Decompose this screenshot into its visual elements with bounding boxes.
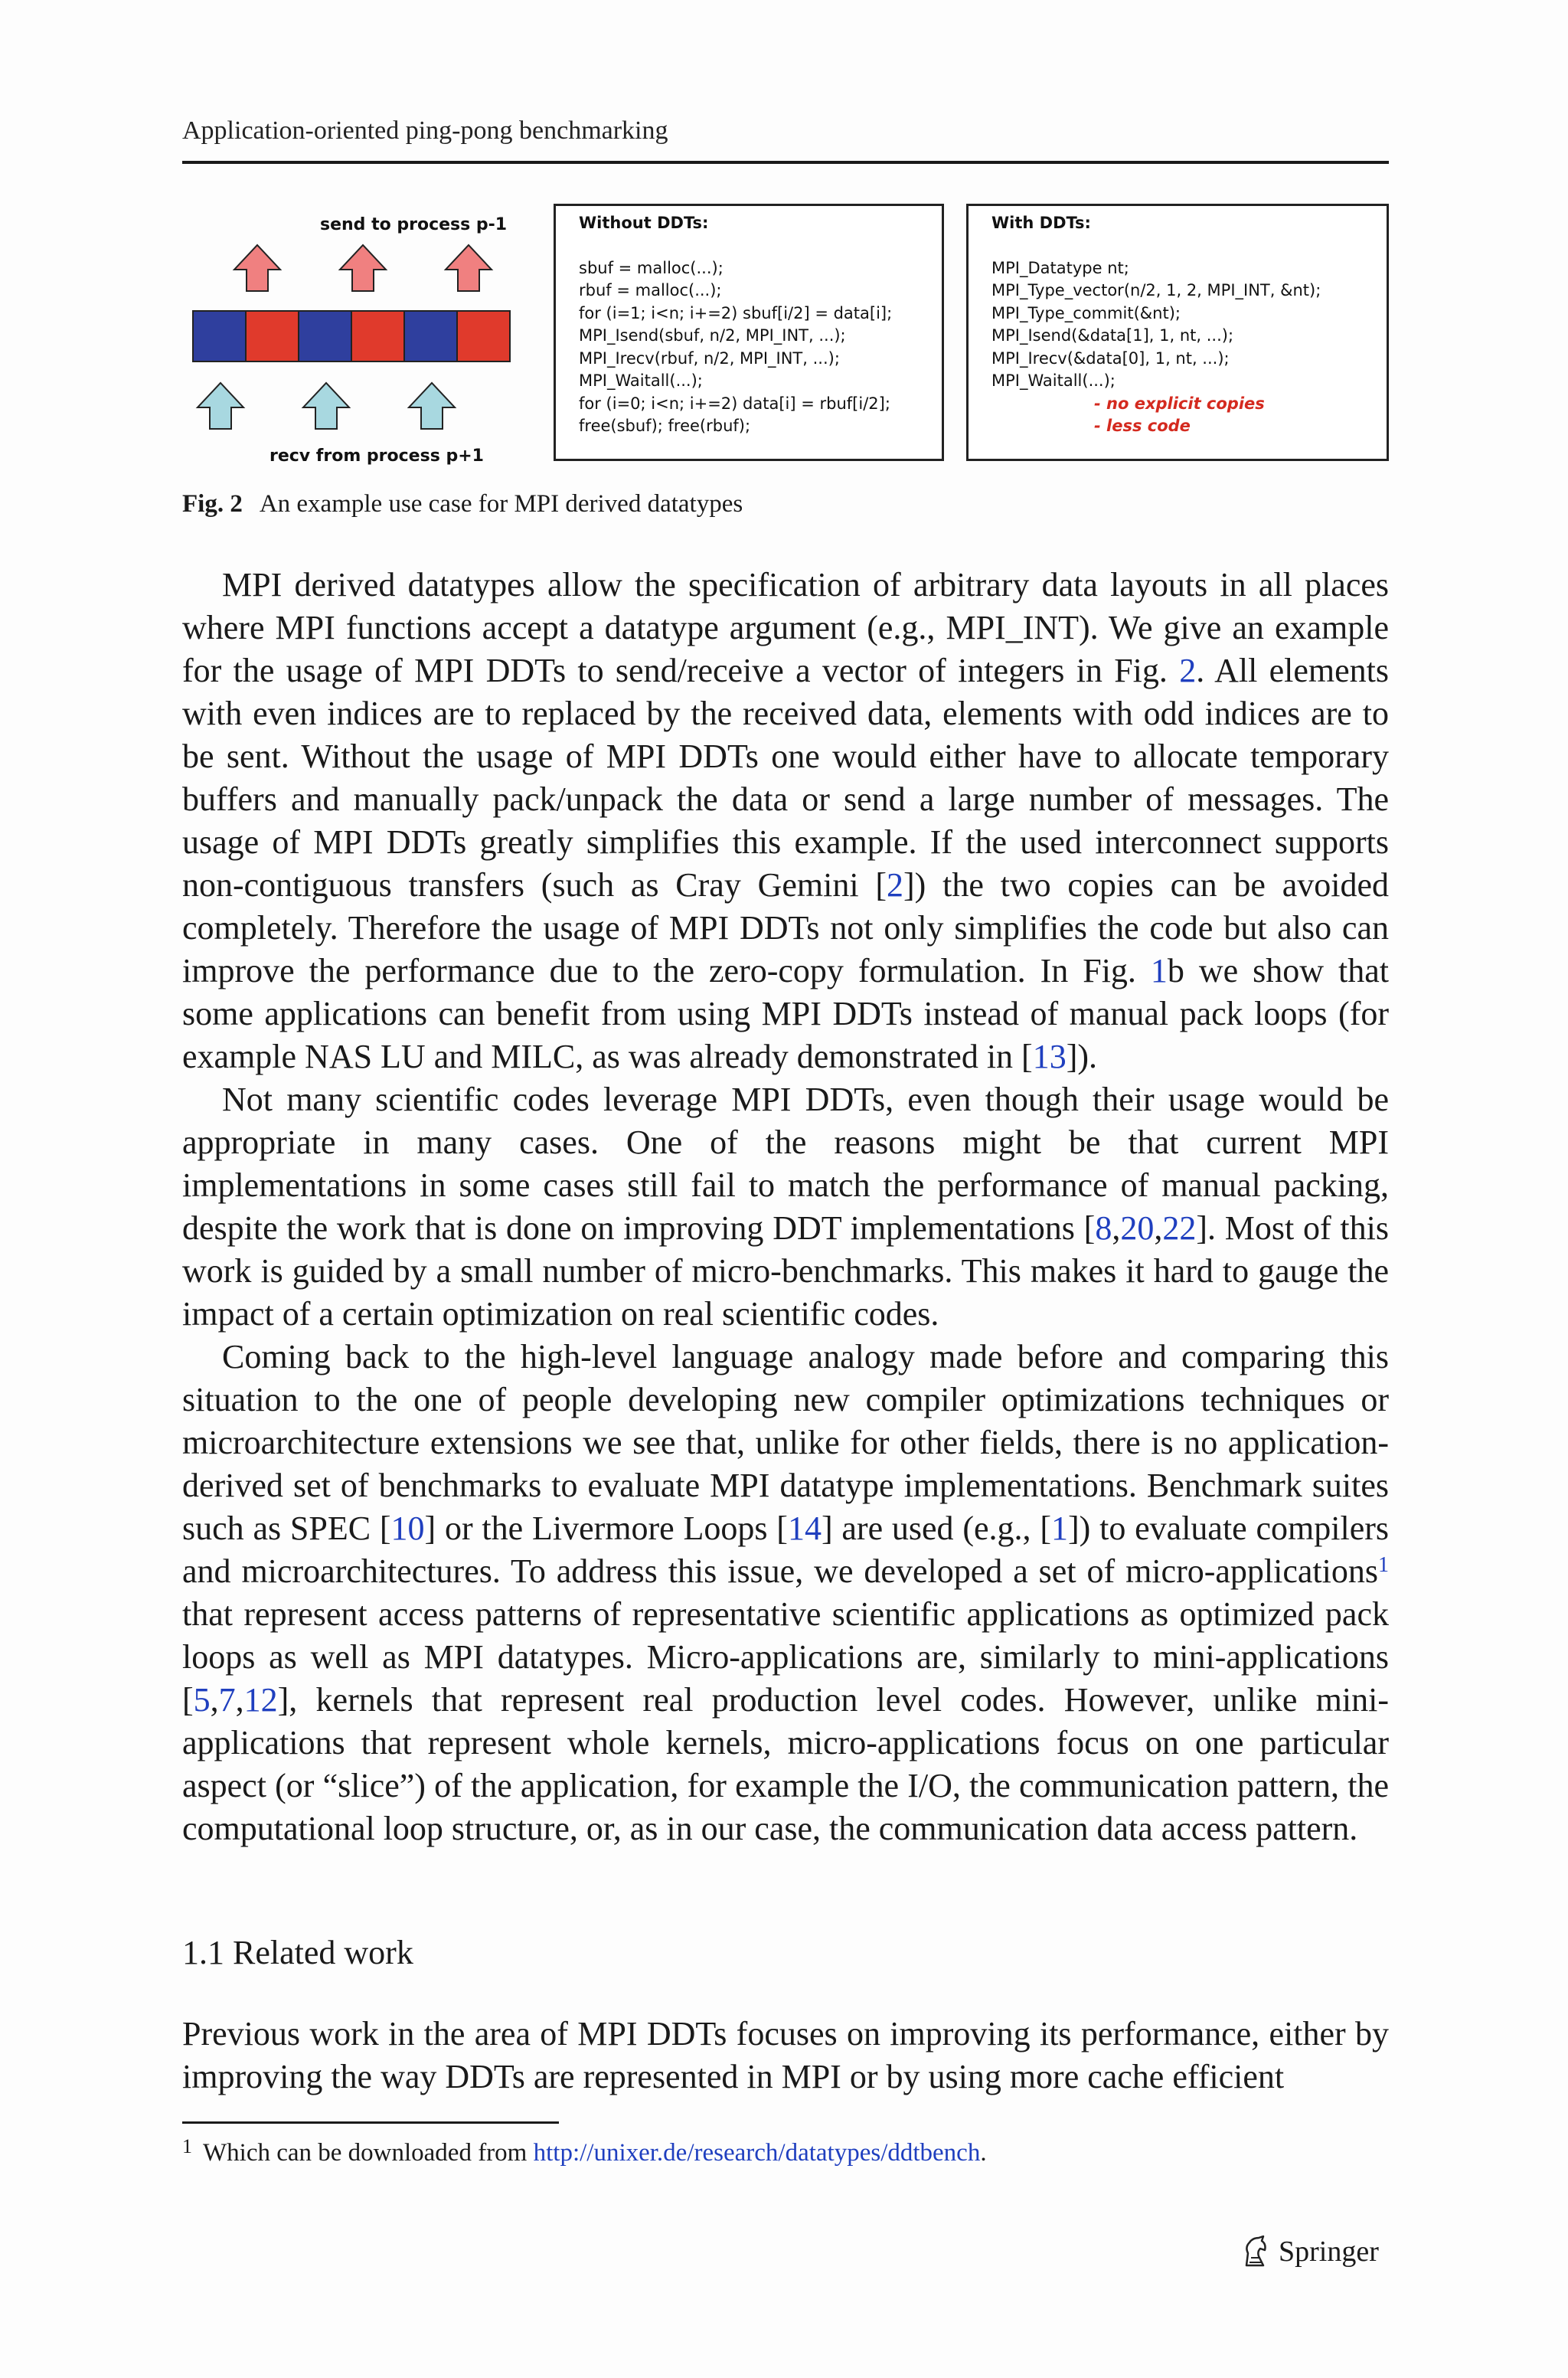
code-line: rbuf = malloc(...); [579, 281, 722, 299]
citation-link[interactable]: 7 [218, 1681, 236, 1719]
header-rule [182, 161, 1389, 164]
footnote-end: . [980, 2139, 987, 2167]
paragraph [182, 564, 1389, 1078]
text-run: , [210, 1681, 219, 1719]
text-run: MPI derived datatypes allow the specification of arbitrary data layouts in all places where MPI functions accept a datatype argument (e.g., MPI_INT). We give an example for the usage of MPI DDTs to send/receive a vector of integers in Fig. [182, 566, 1389, 689]
code-line: MPI_Datatype nt; [991, 258, 1129, 277]
text-run: b we show that some applications can benefit from using MPI DDTs instead of manual pack loops (for example NAS LU and MILC, as was already demonstrated in [ [182, 952, 1389, 1075]
publisher-logo [1240, 2235, 1379, 2268]
code-line: MPI_Isend(sbuf, n/2, MPI_INT, ...); [579, 326, 846, 345]
note-less-code: - less code [1094, 417, 1191, 435]
springer-horse-icon [1240, 2235, 1271, 2268]
figure-ref-link[interactable]: 2 [1179, 652, 1197, 689]
citation-link[interactable]: 10 [390, 1510, 425, 1547]
text-run: ]. Most of this work is guided by a small number of micro-benchmarks. This makes it hard to gauge the impact of a certain optimization on real scientific codes. [182, 1209, 1390, 1333]
code-line: sbuf = malloc(...); [579, 258, 724, 277]
code-line: MPI_Waitall(...); [991, 371, 1116, 390]
up-arrow-icon [234, 245, 280, 291]
figure-caption [182, 490, 743, 518]
text-run: that represent access patterns of representative scientific applications as optimized pack loops as well as MPI datatypes. Micro-applications are, similarly to mini-applications [ [182, 1595, 1389, 1719]
figure-ref-link[interactable]: 1 [1150, 952, 1168, 989]
paragraph: Previous work in the area of MPI DDTs focuses on improving its performance, either by improving the way DDTs are represented in MPI or by using more cache efficient [182, 2015, 1389, 2095]
citation-link[interactable]: 2 [887, 866, 904, 904]
section-title: 1.1 Related work [182, 1934, 413, 1971]
recv-label: recv from process p+1 [270, 446, 484, 466]
text-run: , [235, 1681, 244, 1719]
figure-2 [182, 199, 1389, 467]
code-line: MPI_Type_commit(&nt); [991, 303, 1181, 322]
with-ddts-title: With DDTs: [991, 214, 1091, 232]
publisher-name: Springer [1279, 2236, 1379, 2268]
citation-link[interactable]: 8 [1095, 1209, 1112, 1247]
with-ddts-box [966, 204, 1389, 461]
citation-link[interactable]: 22 [1162, 1209, 1197, 1247]
footnote [182, 2135, 987, 2167]
even-element [404, 311, 457, 361]
up-arrow-icon [198, 383, 243, 429]
up-arrow-icon [446, 245, 492, 291]
code-line: for (i=0; i<n; i+=2) data[i] = rbuf[i/2]; [579, 394, 890, 413]
paragraph [182, 1336, 1389, 1850]
code-line: MPI_Waitall(...); [579, 371, 703, 390]
text-run: Coming back to the high-level language analogy made before and comparing this situation to the one of people developing new compiler optimizations techniques or microarchitecture extensions we see that, unlike for other fields, there is no application-derived set of benchmarks to evaluate MPI datatype implementations. Benchmark suites such as SPEC [ [182, 1338, 1389, 1547]
text-run: ]) to evaluate compilers and microarchitectures. To address this issue, we developed a set of micro-applications [182, 1510, 1390, 1590]
text-run: ]) the two copies can be avoided completely. Therefore the usage of MPI DDTs not only simplifies the code but also can improve the performance due to the zero-copy formulation. In Fig. [182, 866, 1389, 989]
even-element [299, 311, 351, 361]
code-line: MPI_Irecv(rbuf, n/2, MPI_INT, ...); [579, 348, 840, 368]
citation-link[interactable]: 20 [1120, 1209, 1155, 1247]
up-arrow-icon [409, 383, 455, 429]
caption-label: Fig. 2 [182, 490, 243, 518]
text-run: , [1112, 1209, 1121, 1247]
note-no-copies: - no explicit copies [1094, 394, 1265, 413]
body-text [182, 564, 1389, 1850]
text-run: Not many scientific codes leverage MPI DDTs, even though their usage would be appropriate in many cases. One of the reasons might be that current MPI implementations in some cases still fail to match the performance of manual packing, despite the work that is done on improving DDT implementations [ [182, 1081, 1389, 1247]
body-text-related [182, 2013, 1389, 2098]
odd-element [246, 311, 299, 361]
send-arrows [234, 245, 492, 291]
text-run: , [1154, 1209, 1163, 1247]
even-element [193, 311, 246, 361]
footnote-url-link[interactable]: http://unixer.de/research/datatypes/ddtbench [533, 2139, 981, 2167]
text-run: ] are used (e.g., [ [821, 1510, 1051, 1547]
data-array [193, 311, 510, 361]
ddt-diagram [182, 199, 534, 467]
code-line: MPI_Irecv(&data[0], 1, nt, ...); [991, 348, 1230, 368]
paragraph [182, 1078, 1389, 1336]
code-line: MPI_Type_vector(n/2, 1, 2, MPI_INT, &nt); [991, 281, 1321, 299]
footnote-rule [182, 2121, 559, 2124]
code-line: MPI_Isend(&data[1], 1, nt, ...); [991, 326, 1234, 345]
footnote-number: 1 [182, 2135, 192, 2157]
code-line: for (i=1; i<n; i+=2) sbuf[i/2] = data[i]; [579, 303, 893, 322]
without-ddts-title: Without DDTs: [579, 214, 709, 232]
recv-arrows [198, 383, 455, 429]
citation-link[interactable]: 13 [1032, 1038, 1067, 1075]
without-ddts-box [554, 204, 944, 461]
text-run: ]). [1066, 1038, 1098, 1075]
footnote-marker[interactable]: 1 [1378, 1553, 1389, 1577]
running-head: Application-oriented ping-pong benchmarking [182, 116, 668, 145]
footnote-text: Which can be downloaded from [203, 2139, 534, 2167]
text-run: . All elements with even indices are to replaced by the received data, elements with odd indices are to be sent. Without the usage of MPI DDTs one would either have to allocate temporary buffers and manually pack/unpack the data or send a large number of messages. The usage of MPI DDTs greatly simplifies this example. If the used interconnect supports non-contiguous transfers (such as Cray Gemini [ [182, 652, 1389, 904]
citation-link[interactable]: 12 [243, 1681, 278, 1719]
text-run: ], kernels that represent real production level codes. However, unlike mini-applications that represent whole kernels, micro-applications focus on one particular aspect (or “slice”) of the application, for example the I/O, the communication pattern, the computational loop structure, or, as in our case, the communication data access pattern. [182, 1681, 1389, 1847]
odd-element [457, 311, 510, 361]
citation-link[interactable]: 5 [193, 1681, 211, 1719]
up-arrow-icon [303, 383, 349, 429]
code-line: free(sbuf); free(rbuf); [579, 417, 751, 435]
citation-link[interactable]: 14 [787, 1510, 822, 1547]
send-label: send to process p-1 [320, 215, 508, 234]
text-run: ] or the Livermore Loops [ [424, 1510, 788, 1547]
citation-link[interactable]: 1 [1051, 1510, 1068, 1547]
caption-text: An example use case for MPI derived datatypes [259, 490, 743, 518]
up-arrow-icon [340, 245, 386, 291]
odd-element [351, 311, 404, 361]
